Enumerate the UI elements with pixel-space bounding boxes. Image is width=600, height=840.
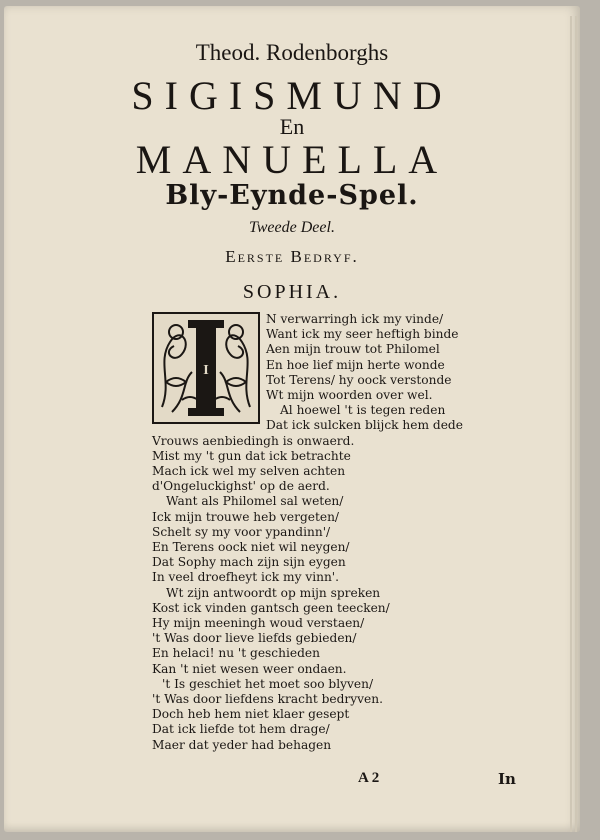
verse-line: 't Was door lieve liefds gebieden/ bbox=[152, 631, 357, 646]
verse-line: Dat Sophy mach zijn sijn eygen bbox=[152, 555, 346, 570]
initial-letter: I bbox=[203, 363, 209, 378]
verse-line: Mist my 't gun dat ick betrachte bbox=[152, 448, 351, 463]
verse-line: N verwarringh ick my vinde/ bbox=[266, 312, 444, 326]
verse-line: Vrouws aenbiedingh is onwaerd. bbox=[152, 433, 355, 448]
verse-line: 't Was door liefdens kracht bedryven. bbox=[152, 692, 383, 706]
act-heading: Eerste Bedryf. bbox=[225, 247, 359, 266]
verse-line: En Terens oock niet wil neygen/ bbox=[152, 540, 350, 554]
verse-line: 't Is geschiet het moet soo blyven/ bbox=[162, 676, 374, 691]
verse-line: Want als Philomel sal weten/ bbox=[166, 494, 344, 509]
author-line: Theod. Rodenborghs bbox=[195, 40, 389, 65]
verse-line: Kan 't niet wesen weer ondaen. bbox=[152, 661, 347, 676]
signature-mark: A 2 bbox=[358, 770, 380, 786]
verse-line: Wt zijn antwoordt op mijn spreken bbox=[166, 585, 381, 600]
verse-line: Aen mijn trouw tot Philomel bbox=[266, 342, 440, 357]
verse-line: Schelt sy my voor ypandinn'/ bbox=[152, 524, 331, 539]
verse-line: Al hoewel 't is tegen reden bbox=[280, 403, 446, 418]
verse-line: In veel droefheyt ick my vinn'. bbox=[152, 570, 340, 585]
part-line: Tweede Deel. bbox=[249, 219, 335, 236]
verse-line: Want ick my seer heftigh binde bbox=[266, 327, 459, 342]
verse-line: Hy mijn meeningh woud verstaen/ bbox=[152, 616, 365, 630]
verse-line: Dat ick sulcken blijck hem dede bbox=[266, 418, 463, 433]
verse-line: Mach ick wel my selven achten bbox=[152, 464, 346, 478]
verse-line: En helaci! nu 't geschieden bbox=[152, 646, 320, 661]
verse-line: Wt mijn woorden over wel. bbox=[266, 388, 433, 402]
book-page bbox=[4, 6, 580, 832]
verse-line: Kost ick vinden gantsch geen teecken/ bbox=[152, 600, 390, 615]
decorated-initial-icon bbox=[152, 312, 260, 424]
genre-line: Bly-Eynde-Spel. bbox=[165, 180, 419, 211]
title-sigismund: SIGISMUND bbox=[131, 73, 453, 118]
verse-line: Tot Terens/ hy oock verstonde bbox=[266, 372, 452, 387]
title-conjunction: En bbox=[279, 114, 305, 139]
verse-line: Ick mijn trouwe heb vergeten/ bbox=[152, 509, 340, 524]
verse-line: Dat ick liefde tot hem drage/ bbox=[152, 722, 330, 737]
speaker-name: SOPHIA. bbox=[242, 281, 342, 303]
verse-line: d'Ongeluckighst' op de aerd. bbox=[152, 479, 330, 494]
title-manuella: MANUELLA bbox=[135, 137, 449, 182]
verse-line: En hoe lief mijn herte wonde bbox=[266, 357, 445, 372]
verse-line: Doch heb hem niet klaer gesept bbox=[152, 707, 350, 722]
verse-line: Maer dat yeder had behagen bbox=[152, 737, 332, 752]
catchword: In bbox=[498, 770, 516, 788]
